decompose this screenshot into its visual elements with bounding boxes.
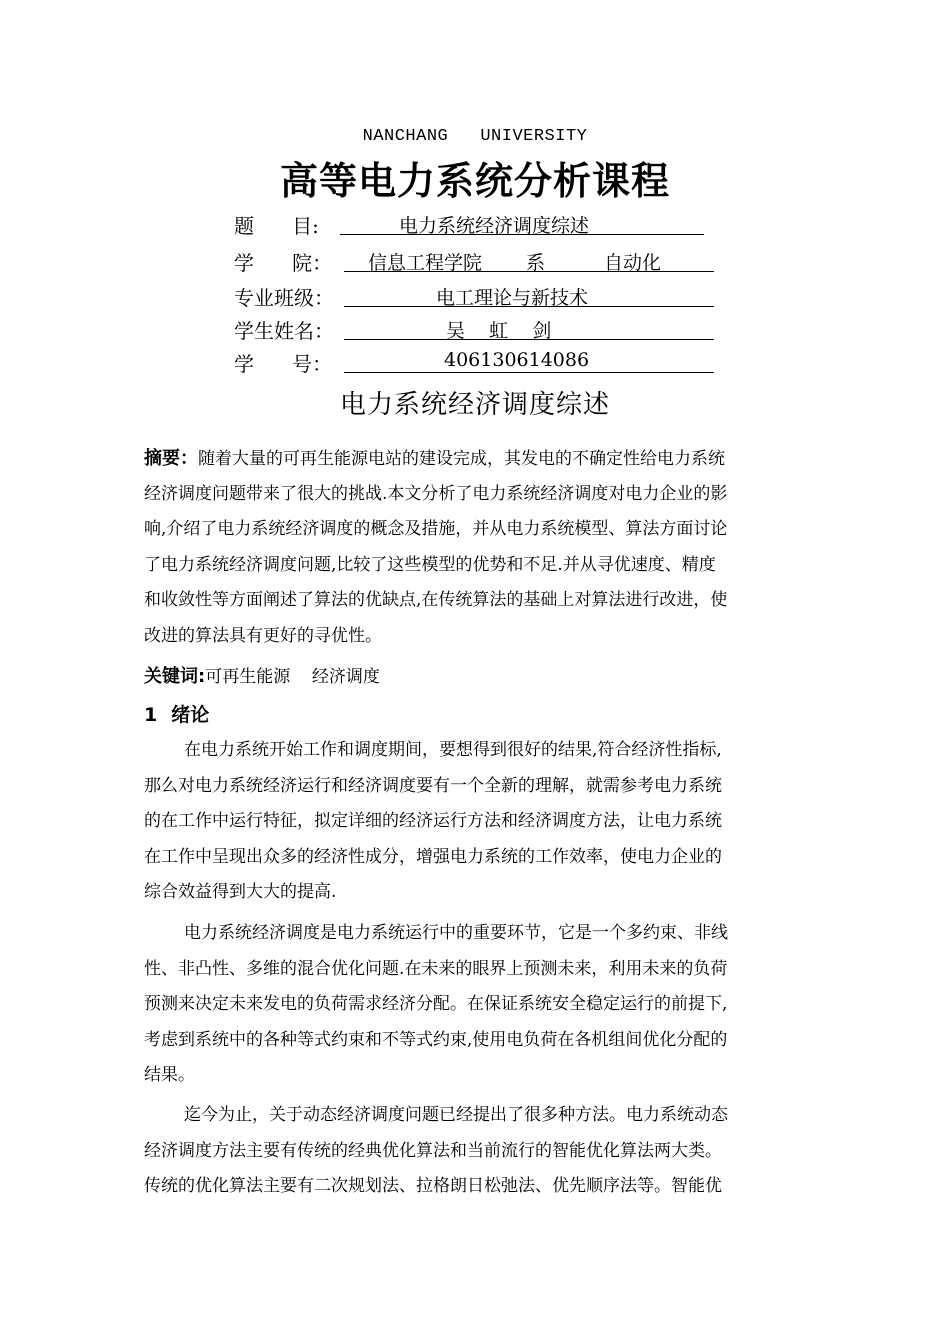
paragraph-line: 性、非凸性、多维的混合优化问题.在未来的眼界上预测未来，利用未来的负荷	[144, 958, 728, 979]
info-row-name	[234, 313, 714, 345]
abstract-paragraph	[144, 441, 809, 654]
student-id-underline	[344, 372, 714, 373]
body-paragraph-2	[144, 916, 809, 1094]
section-heading	[144, 700, 209, 727]
paragraph-line: 综合效益得到大大的提高.	[144, 882, 337, 902]
abstract-line: 经济调度问题带来了很大的挑战.本文分析了电力系统经济调度对电力企业的影	[144, 483, 728, 504]
abstract-line: 了电力系统经济调度问题,比较了这些模型的优势和不足.并从寻优速度、精度	[144, 554, 716, 575]
abstract-line: 和收敛性等方面阐述了算法的优缺点,在传统算法的基础上对算法进行改进，使	[144, 590, 728, 610]
abstract-line: 改进的算法具有更好的寻优性。	[144, 625, 382, 646]
college-label: 学 院：	[234, 251, 333, 275]
section-title: 绪论	[171, 704, 210, 726]
paragraph-line: 传统的优化算法主要有二次规划法、拉格朗日松弛法、优先顺序法等。智能优	[144, 1176, 722, 1196]
major-value: 电工理论与新技术	[436, 287, 589, 309]
info-row-title	[234, 208, 704, 240]
abstract-line: 摘要：随着大量的可再生能源电站的建设完成，其发电的不确定性给电力系统	[144, 448, 725, 469]
course-title: 高等电力系统分析课程	[279, 159, 670, 203]
paragraph-line: 在工作中呈现出众多的经济性成分，增强电力系统的工作效率，使电力企业的	[144, 846, 722, 867]
college-value: 信息工程学院	[368, 252, 483, 274]
paragraph-line: 迄今为止，关于动态经济调度问题已经提出了很多种方法。电力系统动态	[184, 1105, 728, 1125]
title-label: 题 目:	[234, 214, 319, 238]
body-paragraph-1	[144, 733, 809, 911]
student-id-value: 406130614086	[444, 349, 590, 371]
section-number: 1	[144, 704, 158, 726]
abstract-label: 摘要：	[144, 448, 198, 469]
paragraph-line: 预测来决定未来发电的负荷需求经济分配。在保证系统安全稳定运行的前提下,	[144, 994, 728, 1014]
paragraph-line: 的在工作中运行特征，拟定详细的经济运行方法和经济调度方法，让电力系统	[144, 811, 722, 831]
info-row-major	[234, 280, 714, 312]
keywords	[144, 662, 380, 688]
paragraph-line: 经济调度方法主要有传统的经典优化算法和当前流行的智能优化算法两大类。	[144, 1140, 722, 1161]
student-name-value: 吴 虹 剑	[446, 320, 552, 342]
info-row-id	[234, 346, 714, 378]
university-name: NANCHANG UNIVERSITY	[362, 127, 588, 146]
student-name-label: 学生姓名：	[234, 319, 334, 343]
major-label: 专业班级：	[234, 286, 334, 310]
body-paragraph-3	[144, 1098, 809, 1205]
student-id-label: 学 号：	[234, 352, 333, 376]
paragraph-line: 考虑到系统中的各种等式约束和不等式约束,使用电负荷在各机组间优化分配的	[144, 1029, 728, 1050]
paragraph-line: 电力系统经济调度是电力系统运行中的重要环节，它是一个多约束、非线	[184, 923, 728, 943]
abstract-line: 响,介绍了电力系统经济调度的概念及措施，并从电力系统模型、算法方面讨论	[144, 519, 728, 539]
title-value: 电力系统经济调度综述	[399, 215, 590, 237]
paper-title: 电力系统经济调度综述	[339, 390, 610, 420]
paragraph-line: 那么对电力系统经济运行和经济调度要有一个全新的理解，就需参考电力系统	[144, 775, 722, 796]
department-label: 系	[526, 252, 546, 274]
info-row-college	[234, 245, 714, 277]
department-value: 自动化	[604, 252, 662, 274]
paragraph-line: 结果。	[144, 1065, 195, 1085]
paragraph-line: 在电力系统开始工作和调度期间，要想得到很好的结果,符合经济性指标,	[184, 740, 722, 760]
keywords-label: 关键词:	[144, 666, 206, 687]
keywords-value: 可再生能源 经济调度	[205, 667, 380, 687]
